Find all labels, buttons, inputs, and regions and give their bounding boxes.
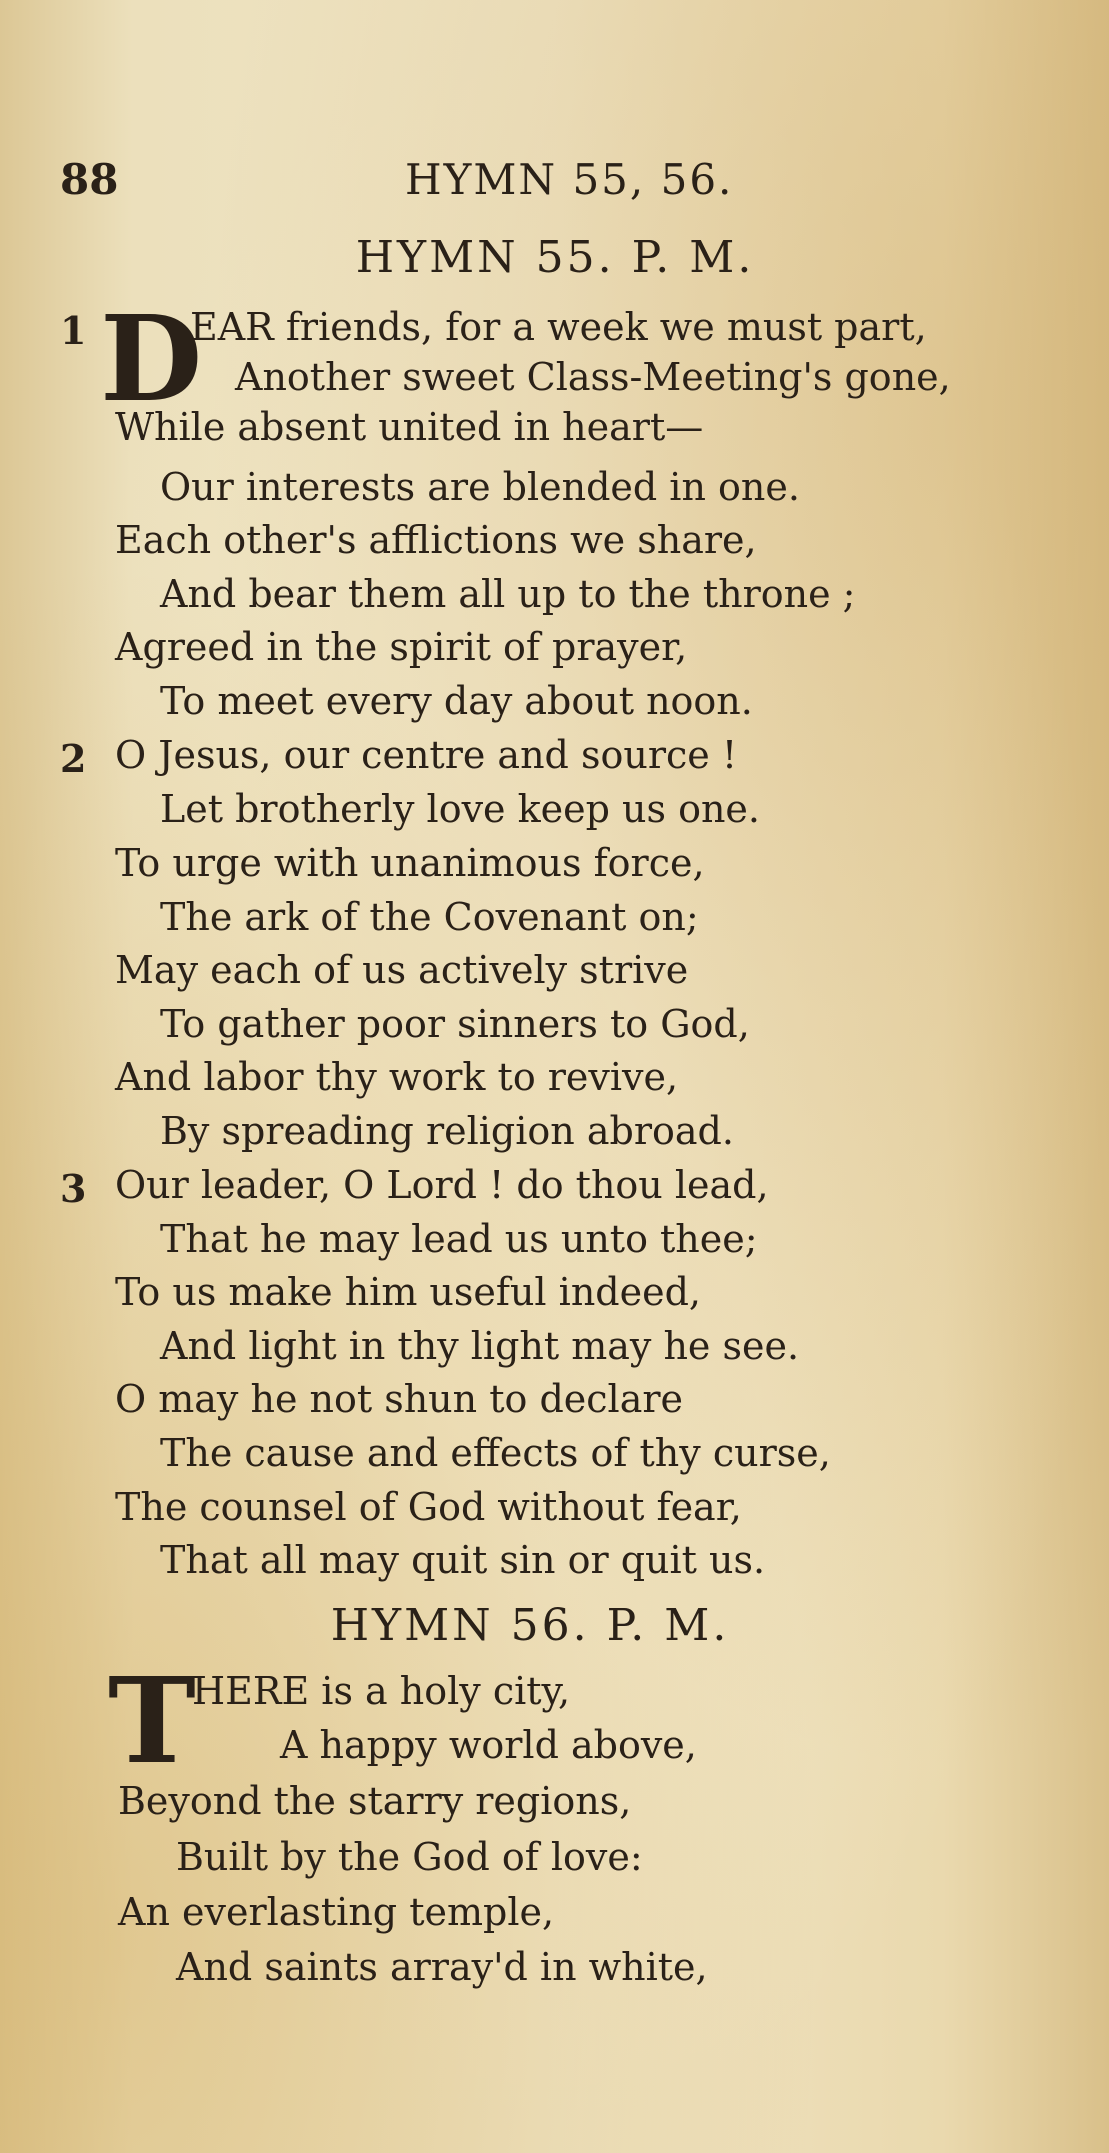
verse-line: To us make him useful indeed,: [115, 1270, 701, 1314]
verse-line: To gather poor sinners to God,: [160, 1002, 750, 1046]
stanza-number: 2: [60, 736, 87, 781]
verse-line: HERE is a holy city,: [192, 1669, 571, 1713]
verse-line: The ark of the Covenant on;: [160, 895, 699, 939]
verse-line: By spreading religion abroad.: [160, 1109, 734, 1153]
hymn-56-heading: HYMN 56. P. M.: [330, 1600, 730, 1651]
stanza-number: 3: [60, 1166, 87, 1211]
verse-line: An everlasting temple,: [118, 1890, 555, 1934]
verse-line: To urge with unanimous force,: [115, 841, 705, 885]
drop-cap: T: [108, 1651, 196, 1790]
verse-line: To meet every day about noon.: [160, 679, 753, 723]
verse-line: A happy world above,: [280, 1723, 697, 1767]
verse-line: O may he not shun to declare: [115, 1377, 683, 1421]
verse-line: Built by the God of love:: [176, 1835, 643, 1879]
verse-line: And light in thy light may he see.: [160, 1324, 800, 1368]
verse-line: Let brotherly love keep us one.: [160, 787, 760, 831]
verse-line: Beyond the starry regions,: [118, 1779, 632, 1823]
verse-line: While absent united in heart—: [115, 405, 704, 449]
verse-line: And labor thy work to revive,: [115, 1055, 679, 1099]
verse-line: O Jesus, our centre and source !: [115, 733, 738, 777]
running-title: HYMN 55, 56.: [405, 155, 734, 204]
verse-line: Each other's afflictions we share,: [115, 518, 757, 562]
verse-line: That he may lead us unto thee;: [160, 1217, 758, 1261]
verse-line: That all may quit sin or quit us.: [160, 1538, 766, 1582]
verse-line: Our leader, O Lord ! do thou lead,: [115, 1163, 769, 1207]
verse-line: EAR friends, for a week we must part,: [190, 305, 927, 349]
verse-line: And bear them all up to the throne ;: [160, 572, 856, 616]
verse-line: Another sweet Class-Meeting's gone,: [235, 355, 951, 399]
verse-line: And saints array'd in white,: [176, 1945, 708, 1989]
drop-cap: D: [100, 289, 203, 428]
verse-line: Our interests are blended in one.: [160, 465, 800, 509]
verse-line: May each of us actively strive: [115, 948, 689, 992]
verse-line: The counsel of God without fear,: [115, 1485, 742, 1529]
page-number: 88: [60, 155, 119, 204]
verse-line: The cause and effects of thy curse,: [160, 1431, 831, 1475]
stanza-number: 1: [60, 308, 87, 353]
verse-line: Agreed in the spirit of prayer,: [115, 625, 688, 669]
page-header: [60, 155, 1060, 215]
hymn-55-heading: HYMN 55. P. M.: [355, 232, 755, 283]
